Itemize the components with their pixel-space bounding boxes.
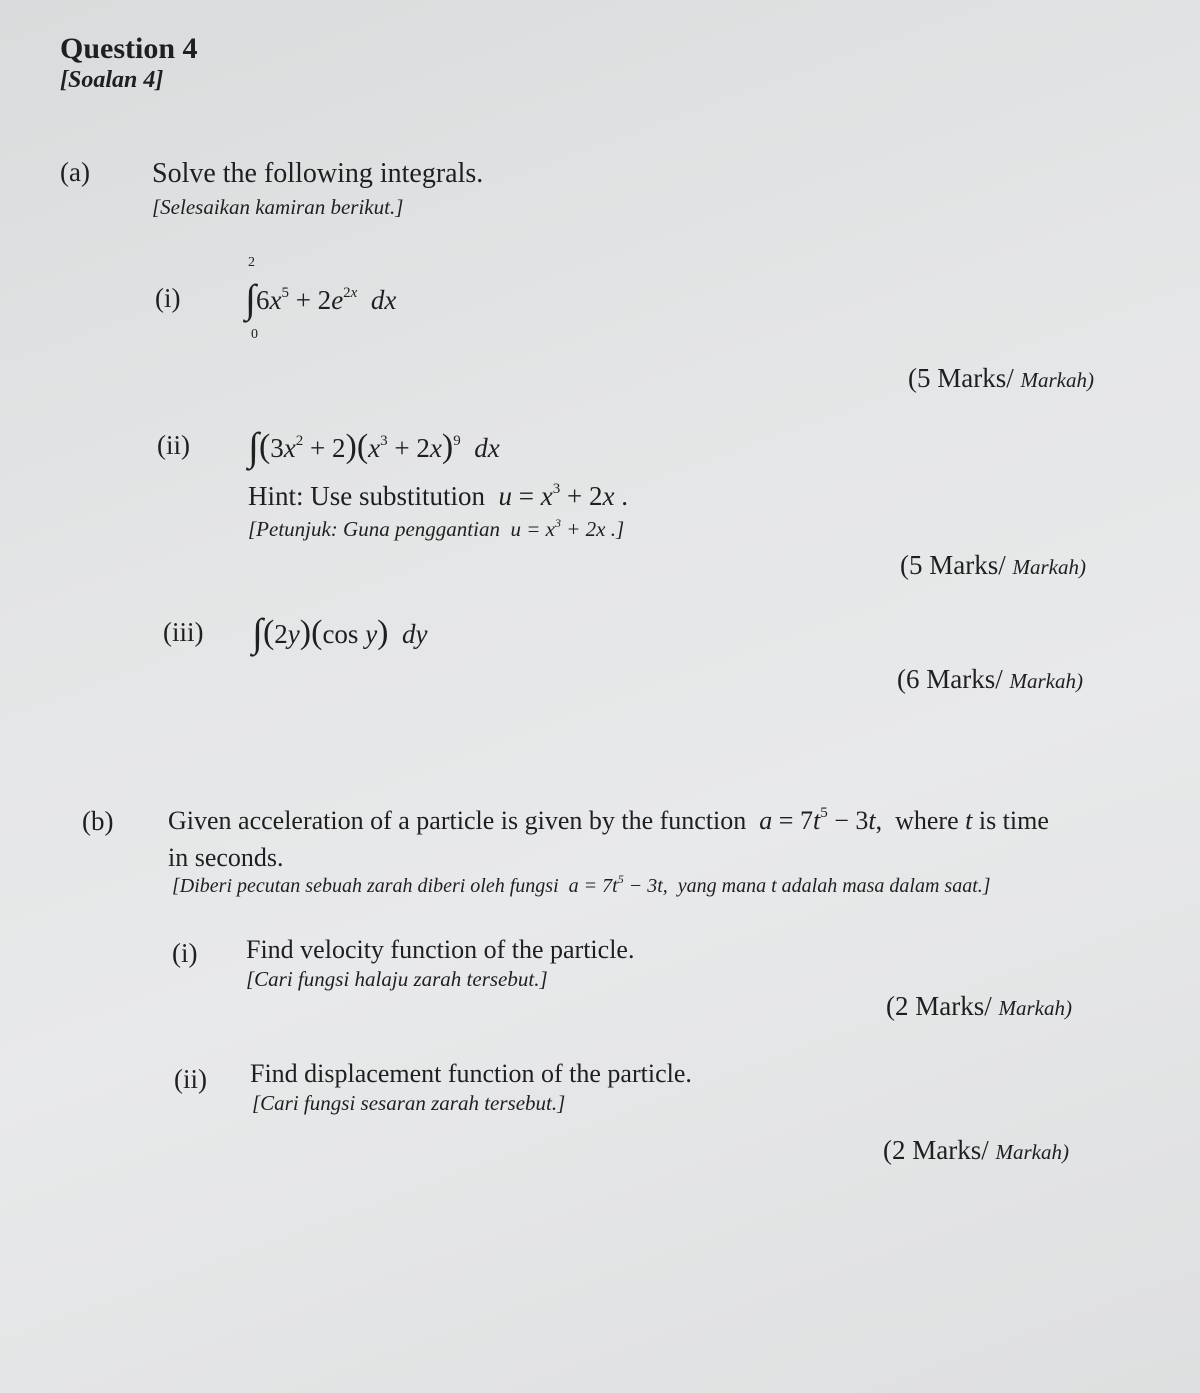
b-ii-text-ms: [Cari fungsi sesaran zarah tersebut.] bbox=[252, 1091, 566, 1115]
question-title: Question 4 bbox=[60, 32, 198, 65]
question-subtitle: [Soalan 4] bbox=[60, 67, 164, 93]
part-a-instruction-ms: [Selesaikan kamiran berikut.] bbox=[152, 195, 404, 219]
marks-a-iii: (6 Marks/ Markah) bbox=[897, 664, 1083, 694]
part-b-line-ms: [Diberi pecutan sebuah zarah diberi oleh fungsi $a = 7t^5 - 3t$, yang mana t adalah masa dalam saat.] bbox=[172, 872, 991, 897]
b-i-text: Find velocity function of the particle. bbox=[246, 935, 635, 964]
integral-lower-limit: 0 bbox=[251, 327, 258, 342]
part-b-line2: in seconds. bbox=[168, 843, 284, 872]
a-ii-label: (ii) bbox=[157, 430, 190, 460]
part-a-label: (a) bbox=[60, 157, 90, 187]
b-ii-text: Find displacement function of the particle. bbox=[250, 1059, 692, 1088]
integral-a-ii: $\int(3x^2 + 2)(x^3 + 2x)^9$ dx bbox=[248, 424, 500, 469]
b-i-text-ms: [Cari fungsi halaju zarah tersebut.] bbox=[246, 967, 548, 991]
b-ii-label: (ii) bbox=[174, 1064, 207, 1094]
hint-en: Hint: Use substitution $u = x^3 + 2x$ . bbox=[248, 481, 628, 511]
integral-a-iii: ∫(2y)(cos y) dy bbox=[252, 610, 428, 655]
part-b-line1: Given acceleration of a particle is given by the function $a = 7t^5 - 3t$, where t is time bbox=[168, 805, 1049, 835]
b-i-label: (i) bbox=[172, 938, 198, 968]
a-iii-label: (iii) bbox=[163, 617, 204, 647]
hint-ms: [Petunjuk: Guna penggantian $u = x^3 + 2x$ .] bbox=[248, 516, 625, 541]
marks-a-i: (5 Marks/ Markah) bbox=[908, 363, 1094, 393]
a-i-label: (i) bbox=[155, 283, 181, 313]
marks-b-i: (2 Marks/ Markah) bbox=[886, 991, 1072, 1021]
part-a-instruction: Solve the following integrals. bbox=[152, 158, 484, 189]
marks-b-ii: (2 Marks/ Markah) bbox=[883, 1135, 1069, 1165]
integral-upper-limit: 2 bbox=[248, 255, 255, 270]
marks-a-ii: (5 Marks/ Markah) bbox=[900, 550, 1086, 580]
part-b-label: (b) bbox=[82, 806, 114, 836]
integral-a-i: $\int 6x^5 + 2e^{2x}$ dx bbox=[245, 276, 397, 321]
